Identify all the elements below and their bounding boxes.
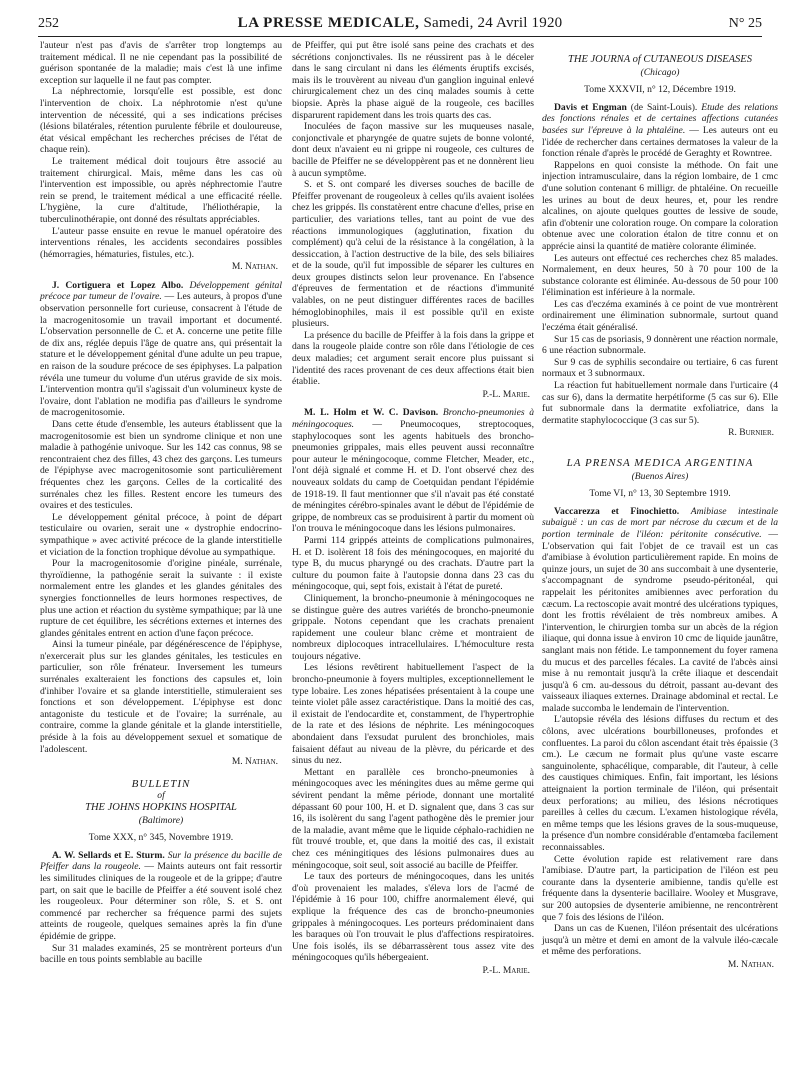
journal-heading-of: of: [157, 790, 165, 802]
paragraph: Inoculées de façon massive sur les muqueuses nasale, conjonctivale et pharyngée de quatre sujets de bonne volonté, dont deux n'avaient eu ni grippe ni rougeole, ces cultures de bacille de Pfeiffer ne se développèrent pas et ne donnèrent lieu à aucun symptôme.: [292, 121, 534, 179]
journal-tome: Tome XXX, n° 345, Novembre 1919.: [88, 832, 234, 844]
paragraph: La présence du bacille de Pfeiffer à la fois dans la grippe et dans la rougeole plaide contre son rôle dans l'étiologie de ces deux maladies; cet argument serait encore plus puissant si l'identité des races provenant de ces deux affections était bien établie.: [292, 329, 534, 388]
article-text: — Les auteurs ont eu l'idée de rechercher dans certaines dermatoses la valeur de la fonction rénale d'après le procédé de Geraghty et Rowntree.: [542, 124, 778, 160]
article-authors: M. L. Holm et W. C. Davison.: [304, 407, 439, 419]
journal-tome: Tome XXXVII, n° 12, Décembre 1919.: [584, 84, 736, 96]
article-text: — Les auteurs, à propos d'une observation personnelle fort curieuse, consacrent à l'étude de la macrogenitosomie un travail important et documenté. L'observation personnelle de C. et A. concerne une petite fille de dix ans, réglée depuis l'âge de quatre ans, qui présentait la stature et le développement génital d'une adulte un peu trapue, en raison de la soudure précoce de ses épiphyses. La palpation révéla une tumeur du volume d'un utérus gravide de six mois. L'intervention montra qu'il s'agissait d'un volumineux kyste de l'ovaire, dont l'ablation ne modifia pas d'ailleurs le syndrome de macrogenitosomie.: [40, 291, 282, 419]
journal-heading: THE JOURNA of CUTANEOUS DISEASES: [568, 54, 752, 65]
paragraph: Parmi 114 grippés atteints de complications pulmonaires, H. et D. isolèrent 18 fois des méningocoques, en majorité du type B, du mucus pharyngé ou des crachats. D'autre part la culture du poumon faite à l'autopsie donna dans 23 cas du méningocoque, qui, sept fois, existait à l'état de pureté.: [292, 534, 534, 593]
paragraph: de Pfeiffer, qui put être isolé sans peine des crachats et des sécrétions conjonctivales. Ils ne réussirent pas à le déceler dans le sang circulant ni dans les éléments éruptifs excisés, mais ils le trouvèrent au niveau d'un ganglion inguinal enlevé chirurgicalement chez un des cinq malades soumis à cette biopsie. Après la phase aiguë de la rougeole, ces bacilles disparurent rapidement dans les trois quarts des cas.: [292, 40, 534, 121]
article-abstract: [542, 506, 778, 715]
journal-title: [38, 15, 762, 32]
paragraph: La néphrectomie, lorsqu'elle est possible, est donc l'intervention de choix. La néphrotomie n'est qu'une intervention de nécessité, qui a ses indications précises (lésions bilatérales, rétention purulente fébrile et douloureuse, état vésical empêchant les recherches précises de l'état de chaque rein).: [40, 86, 282, 156]
issue-number: N° 25: [728, 16, 762, 31]
signature: M. Nathan.: [231, 262, 278, 273]
signature: P.-L. Marie.: [482, 389, 530, 400]
journal-tome: Tome VI, n° 13, 30 Septembre 1919.: [589, 488, 731, 500]
paragraph: Dans cette étude d'ensemble, les auteurs établissent que la macrogenitosomie est bien un syndrome clinique et non une maladie à pathogénie univoque. Sur les 142 cas connus, 98 se rencontraient chez des filles, 43 chez des garçons. Les tumeurs de l'épiphyse avec macrogenitosomie sont particulièrement fréquentes chez les garçons. Celles de la corticalité des surrénales chez les filles. Restent encore les tumeurs des ovaires et des testicules.: [40, 419, 282, 512]
article-abstract: [40, 280, 282, 419]
journal-heading-name: THE JOHNS HOPKINS HOSPITAL: [85, 802, 237, 813]
paragraph: La réaction fut habituellement normale dans l'urticaire (4 cas sur 6), dans la dermatite herpétiforme (5 cas sur 6). Elle fut subnormale dans la dermatite exfoliatrice, dans la dermatite staphylococcique (3 cas sur 5).: [542, 380, 778, 426]
article-title: Broncho-pneumonies à méningocoques.: [292, 407, 535, 430]
article-title: Développement génital précoce par tumeur de l'ovaire.: [40, 279, 282, 303]
journal-city: (Baltimore): [138, 814, 184, 826]
issue-date: Samedi, 24 Avril 1920: [423, 15, 563, 31]
paragraph: l'auteur n'est pas d'avis de s'arrêter trop longtemps au traitement médical. Il ne nie cependant pas la possibilité de guérison spontanée de la maladie; mais c'est là une infime exception sur laquelle il ne faut pas compter.: [40, 40, 282, 86]
page-header: [38, 14, 762, 37]
paragraph: Cette évolution rapide est relativement rare dans l'amibiase. D'autre part, la participation de l'iléon est peu courante dans la dysenterie amibienne, tandis qu'elle est fréquente dans la dysenterie bacillaire. Wooley et Musgrave, sur 200 autopsies de dysenterie amibienne, ne rencontrèrent que 7 fois des lésions de l'iléon.: [542, 853, 778, 923]
article-authors: Vaccarezza et Finochietto.: [554, 505, 680, 517]
paragraph: Les auteurs ont effectué ces recherches chez 85 malades. Normalement, en deux heures, 50 à 70 pour 100 de la substance colorante est éliminée. Au-dessous de 50 pour 100 l'élimination est inférieure à la normale.: [542, 252, 778, 299]
article-title: Amibiase intestinale subaiguë : un cas de mort par nécrose du cæcum et de la portion terminale de l'iléon: péritonite consécutive.: [542, 505, 778, 540]
signature: R. Burnier.: [728, 428, 774, 439]
paragraph: Dans un cas de Kuenen, l'iléon présentait des ulcérations jusqu'à un mètre et demi en amont de la valvule iléo-cæcale et même des perforations.: [542, 923, 778, 958]
journal-name: LA PRESSE MEDICALE,: [237, 15, 420, 31]
page-number: 252: [38, 16, 59, 31]
article-abstract: [542, 102, 778, 160]
journal-city: (Chicago): [640, 66, 680, 78]
journal-heading: LA PRENSA MEDICA ARGENTINA: [566, 457, 754, 469]
paragraph: Les cas d'eczéma examinés à ce point de vue montrèrent ordinairement une élimination subnormale, surtout quand l'eczéma était généralisé.: [542, 298, 778, 334]
paragraph: Cliniquement, la broncho-pneumonie à méningocoques ne se distingue guère des autres variétés de broncho-pneumonie grippale. Notons cependant que les crachats prenaient rapidement une couleur blanc crème et montraient de nombreux diplocoques intracellulaires. L'hémoculture resta toujours négative.: [292, 592, 534, 662]
signature: M. Nathan.: [231, 757, 278, 768]
journal-city: (Buenos Aires): [631, 470, 689, 482]
article-abstract: [40, 850, 282, 943]
paragraph: L'auteur passe ensuite en revue le manuel opératoire des interventions rénales, les accidents secondaires possibles (hémorragies, hématuries, fistules, etc.).: [40, 225, 282, 260]
column-right: [542, 40, 778, 978]
signature: P.-L. Marie.: [482, 965, 530, 976]
article-authors: J. Cortiguera et Lopez Albo.: [52, 279, 184, 291]
article-text: — Pneumocoques, streptocoques, staphylocoques sont les agents habituels des broncho-pneumonies grippales, mais elles peuvent aussi reconnaître pour auteur le méningocoque, comme Fletcher, Meader, etc., l'ont déjà signalé et comme H. et D. l'ont observé chez des nouveaux soldats du camp de Coetquidan pendant l'épidémie de 1918-19. Il faut mentionner que s'il n'avait pas été constaté de méningites cérébro-spinales avant le début de l'épidémie de grippe, de nombreux cas se produisirent à partir du moment où l'on trouva le méningocoque dans les lésions pulmonaires.: [292, 419, 535, 535]
paragraph: Les lésions revêtirent habituellement l'aspect de la broncho-pneumonie à foyers multiples, exceptionnellement le type lobaire. Les zones hépatisées présentaient à la coupe une teinte violet pâle assez caractéristique. Dans la moitié des cas, il existait de l'endocardite et, constamment, de l'hypertrophie de la rate et des lésions de néphrite. Les méningocoques abondaient dans l'exsudat purulent des bronchioles, mais faisaient défaut au niveau de la plèvre, du péricarde et des sinus du nez.: [292, 662, 534, 767]
signature: M. Nathan.: [727, 959, 774, 970]
column-left: [40, 40, 282, 966]
paragraph: Sur 15 cas de psoriasis, 9 donnèrent une réaction normale, 6 une réaction subnormale.: [542, 333, 778, 357]
article-text: — L'observation qui fait l'objet de ce travail est un cas d'amibiase à évolution particulièrement rapide. En moins de quinze jours, un sujet de 30 ans succombait à une dysenterie, s'accompagnant de syndrome pseudo-péritonéal, qui rappelait les péritonites amibiennes avec perforation du cæcum. La rectoscopie avait montré des ulcérations typiques, dont les frottis révélaient de très nombreux amibes. A l'intervention, le chirurgien tomba sur un abcès de la région iliaque, qui donna issue à environ 10 cmc de liquide jaunâtre, sanglant mais non fétide. Le tamponnement du foyer ramena du mucus et des parcelles fécales. La cavité de l'abcès ainsi mise à nu remontait jusqu'à la crête iliaque et descendait jusqu'à 6 cm. au-dessous du détroit, passant au-devant des vaisseaux iliaques externes. Drainage abdominal et rectal. Le malade succomba le lendemain de l'intervention.: [542, 528, 778, 714]
paragraph: L'autopsie révéla des lésions diffuses du rectum et des côlons, avec ulcérations bourbilloneuses, profondes et confluentes. La paroi du côlon ascendant était très épaissie (3 cm.). Le cæcum ne formait plus qu'une vaste escarre sanguinolente, sphacélique, comparable, dit l'auteur, à celle des caustiques chimiques. Enfin, fait important, les lésions atteignaient la portion terminale de l'iléon, qui présentait deux perforations; au milieu, des lésions nécrotiques pareilles à celles du cæcum. L'examen histologique révéla, en même temps que les lésions graves de la sous-muqueuse, la présence d'un nombre considérable d'entamœba facilement reconnaissables.: [542, 714, 778, 853]
paragraph: Sur 31 malades examinés, 25 se montrèrent porteurs d'un bacille en tous points semblable au bacille: [40, 942, 282, 966]
article-authors: Davis et Engman: [554, 101, 627, 113]
article-location: (de Saint-Louis).: [630, 101, 698, 113]
paragraph: Pour la macrogenitosomie d'origine pinéale, surrénale, thyroïdienne, la pathogénie serait la suivante : il existe normalement entre les glandes et les glandes génitales des synergies fonctionnelles de leurs hormones respectives, de plus une action et réaction du système sympathique; par là une rupture de cet équilibre, les sécrétions externes et internes des glandes génitales entrent en action d'une façon précoce.: [40, 558, 282, 639]
paragraph: Rappelons en quoi consiste la méthode. On fait une injection intramusculaire, dans la région lombaire, de 1 cmc d'une solution contenant 6 milligr. de phtaléine. On recueille les urines au bout de deux heures, et, pour les rendre alcalines, on ajoute quelques gouttes de lessive de soude, afin d'obtenir une coloration rouge. On compare la coloration obtenue avec une coloration étalon de titre connu et on apprécie ainsi la quantité de matière colorante éliminée.: [542, 159, 778, 252]
article-authors: A. W. Sellards et E. Sturm.: [52, 849, 165, 861]
paragraph: Mettant en parallèle ces broncho-pneumonies à méningocoques avec les méningites dues au même germe qui sévirent pendant la même période, donnant une mortalité dépassant 60 pour 100, H. et D. signalent que, dans 3 cas sur 16, ils isolèrent du sang l'agent pathogène dès le premier jour de la maladie, avant même que le liquide céphalo-rachidien ne fût trouvé trouble, et, que dans la moitié des cas, il existait chez ces méningitiques des lésions pulmonaires dues au méningocoque, soit seul, soit associé au bacille de Pfeiffer.: [292, 766, 534, 871]
paragraph: S. et S. ont comparé les diverses souches de bacille de Pfeiffer provenant de rougeoleux à celles qu'ils avaient isolées chez les grippés. Ils constatèrent entre chacune d'elles, prise en particulier, des variations telles, tant au point de vue des réactions immunologiques (agglutination, fixation du complément) qu'à celui de la résistance à la congélation, à la dessiccation, à l'action destructive de la bile, des sels biliaires et de la soude, qu'il fut impossible de séparer les cultures en deux groupes distincts selon leur provenance. En l'absence d'épreuves de fermentation et de réactions d'immunité valables, on ne peut distinguer différentes races de bacilles hémoglobinophiles, mais il est possible qu'il en existe plusieurs.: [292, 179, 534, 330]
journal-heading: BULLETIN: [131, 777, 191, 790]
column-middle: [292, 40, 534, 984]
article-abstract: [292, 407, 534, 535]
article-title: Etude des relations des fonctions rénales et de certaines affections cutanées basées sur l'épreuve à la phtaléine.: [542, 101, 778, 136]
article-title: Sur la présence du bacille de Pfeiffer dans la rougeole.: [40, 849, 282, 873]
paragraph: Le taux des porteurs de méningocoques, dans les unités d'où provenaient les malades, s'éleva lors de l'acmé de l'épidémie à 16 pour 100, chiffre anormalement élevé, qui explique la fréquence des cas de broncho-pneumonies grippales à méningocoques. Les porteurs prédominaient dans les baraques où l'on trouvait le plus d'affections respiratoires. Une fois isolés, ils se débarrassèrent tous assez vite des méningocoques qu'ils hébergeaient.: [292, 871, 534, 964]
paragraph: Le développement génital précoce, à point de départ testiculaire ou ovarien, serait une « dystrophie endocrino-sympathique » avec activité précoce de la glande interstitielle et viciation de la fonction trophique dévolue au sympathique.: [40, 511, 282, 558]
paragraph: Le traitement médical doit toujours être associé au traitement chirurgical. Mais, même dans les cas où l'intervention est impossible, ou après néphrectomie l'autre rein se prend, le traitement médical a une efficacité réelle. L'hygiène, la cure d'altitude, l'héliothérapie, la tuberculinothérapie, ont donné des résultats appréciables.: [40, 155, 282, 225]
article-text: — Maints auteurs ont fait ressortir les similitudes cliniques de la rougeole et de la grippe; d'autre part, on sait que le bacille de Pfeiffer a été souvent isolé chez les rougeoleux. Pour déterminer son rôle, S. et S. ont commencé par rechercher sa fréquence parmi des sujets atteints de rougeole, quelques semaines après la fin d'une épidémie de grippe.: [40, 861, 282, 942]
paragraph: Ainsi la tumeur pinéale, par dégénérescence de l'épiphyse, n'exercerait plus sur les glandes génitales, les testicules en particulier, son rôle frénateur. Inversement les tumeurs surrénales exalteraient les fonctions des capsules et, loin d'inhiber l'ovaire et sa glande interstitielle, stimuleraient ses fonctions et son développement. L'épiphyse est donc antagoniste du testicule et de l'ovaire; la surrénale, au contraire, comme la glande génitale et la glande interstitielle, préside à la fois au développement sexuel et somatique de l'adolescent.: [40, 639, 282, 755]
paragraph: Sur 9 cas de syphilis secondaire ou tertiaire, 6 cas furent normaux et 3 subnormaux.: [542, 356, 778, 380]
